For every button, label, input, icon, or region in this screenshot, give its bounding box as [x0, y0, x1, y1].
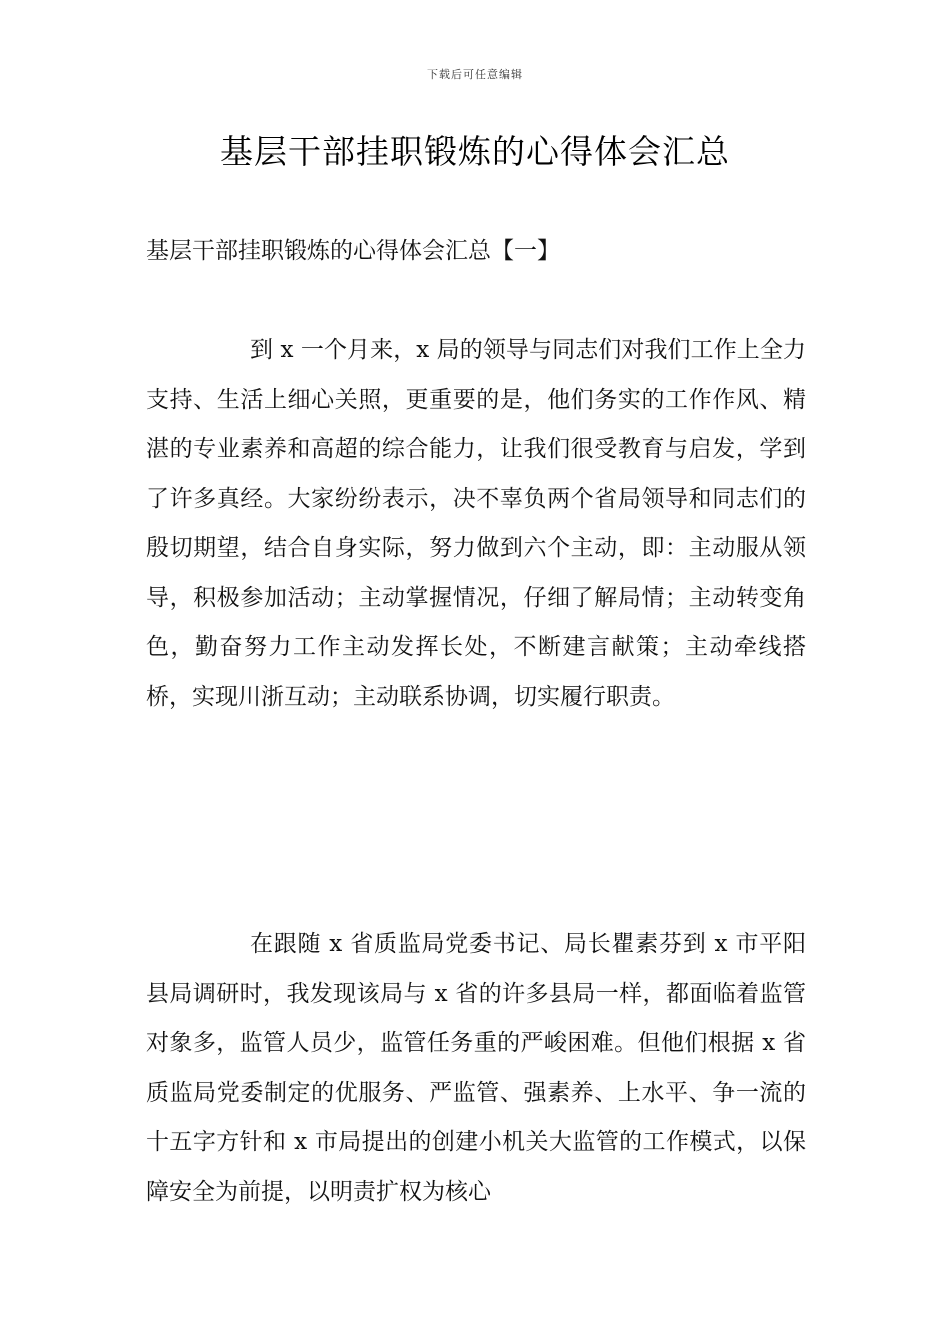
- paragraph: 在跟随 x 省质监局党委书记、局长瞿素芬到 x 市平阳县局调研时，我发现该局与 x 省的许多县局一样，都面临着监管对象多，监管人员少，监管任务重的严峻困难。但他们根据 x 省质监局党委制定的优服务、严监管、强素养、上水平、争一流的十五字方针和 x 市局提出的创建小机关大监管的工作模式，以保障安全为前提，以明责扩权为核心: [146, 931, 806, 1205]
- section-heading: 基层干部挂职锻炼的心得体会汇总【一】: [146, 238, 560, 264]
- paragraph: 到 x 一个月来，x 局的领导与同志们对我们工作上全力支持、生活上细心关照，更重要的是，他们务实的工作作风、精湛的专业素养和高超的综合能力，让我们很受教育与启发，学到了许多真经。大家纷纷表示，决不辜负两个省局领导和同志们的殷切期望，结合自身实际，努力做到六个主动，即：主动服从领导，积极参加活动；主动掌握情况，仔细了解局情；主动转变角色，勤奋努力工作主动发挥长处，不断建言献策；主动牵线搭桥，实现川浙互动；主动联系协调，切实履行职责。: [146, 337, 806, 710]
- document-title: 基层干部挂职锻炼的心得体会汇总: [220, 132, 730, 171]
- header-note: 下载后可任意编辑: [427, 68, 523, 81]
